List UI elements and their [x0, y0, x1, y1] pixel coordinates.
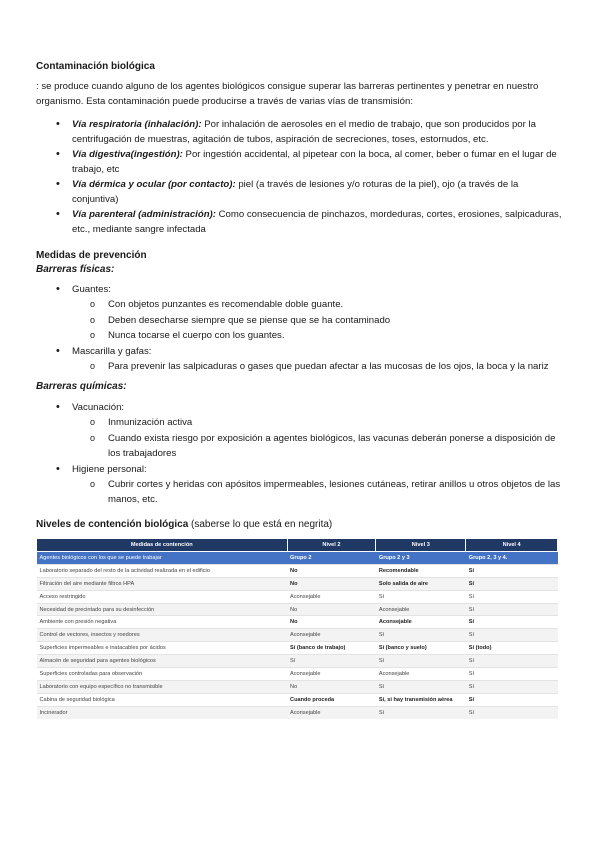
table-cell: Laboratorio separado del resto de la actividad realizada en el edificio: [37, 564, 288, 577]
table-cell: Grupo 2 y 3: [376, 552, 466, 565]
table-cell: Ambiente con presión negativa: [37, 616, 288, 629]
table-cell: Aconsejable: [287, 706, 376, 718]
table-cell: Control de vectores, insectos y roedores: [37, 629, 288, 642]
route-list-item: [36, 147, 566, 177]
containment-note: (saberse lo que está en negrita): [188, 518, 333, 530]
route-description: piel (a través de lesiones y/o roturas de la piel), ojo (a través de la conjuntiva): [72, 179, 519, 205]
intro-paragraph: : se produce cuando alguno de los agentes biológicos consigue superar las barreras pertinentes y penetrar en nuestro organismo. Esta contaminación puede producirse a través de varias vías de transmisión:: [36, 81, 539, 107]
table-cell: Grupo 2: [287, 552, 376, 565]
chemical-barriers-title: Barreras químicas:: [36, 381, 127, 392]
table-cell: Sí: [466, 603, 558, 616]
section-title-contencion: [36, 518, 566, 533]
hygiene-subitem: o Cubrir cortes y heridas con apósitos impermeables, lesiones cutáneas, retirar anillos u otros objetos de las manos, etc.: [36, 477, 566, 508]
table-cell: Sí: [376, 590, 466, 603]
table-cell: Sí: [466, 693, 558, 706]
list-item-hygiene: [36, 462, 566, 508]
route-description: Como consecuencia de pinchazos, mordeduras, cortes, erosiones, salpicaduras, etc., mediante sangre infectada: [72, 209, 562, 235]
table-body: [37, 552, 558, 719]
list-item-gloves: [36, 282, 566, 344]
table-cell: Filtración del aire mediante filtros HPA: [37, 577, 288, 590]
containment-levels-table: [36, 538, 558, 719]
containment-title: Niveles de contención biológica: [36, 518, 189, 530]
vaccination-subitem: o Cuando exista riesgo por exposición a agentes biológicos, las vacunas deberán ponerse a disposición de los trabajadores: [36, 431, 566, 462]
table-cell: Sí: [376, 629, 466, 642]
table-row: [37, 603, 558, 616]
table-cell: Cabina de seguridad biológica: [37, 693, 288, 706]
table-header-cell: Nivel 3: [376, 539, 466, 552]
table-cell: Aconsejable: [287, 590, 376, 603]
table-cell: No: [287, 577, 376, 590]
gloves-subitem: o Con objetos punzantes es recomendable doble guante.: [36, 297, 566, 313]
table-cell: Sí: [466, 655, 558, 668]
table-row: [37, 552, 558, 565]
route-description: Por inhalación de aerosoles en el medio de trabajo, que son producidos por la centrifugación de muestras, agitación de tubos, aspiración de secreciones, toses, estornudos, etc.: [72, 119, 536, 145]
table-row: [37, 680, 558, 693]
table-header-cell: Medidas de contención: [37, 539, 288, 552]
table-row: [37, 668, 558, 681]
mask-sublist: [72, 359, 566, 375]
table-row: [37, 706, 558, 718]
table-header-row: [37, 539, 558, 552]
table-cell: Sí: [466, 668, 558, 681]
table-row: [37, 577, 558, 590]
table-cell: Acceso restringido: [37, 590, 288, 603]
table-row: [37, 590, 558, 603]
table-cell: No: [287, 564, 376, 577]
table-cell: Sí: [376, 655, 466, 668]
table-row: [37, 564, 558, 577]
gloves-sublist: [72, 297, 566, 344]
table-cell: Incinerador: [37, 706, 288, 718]
route-list-item: [36, 177, 566, 207]
table-cell: Aconsejable: [376, 616, 466, 629]
table-cell: Sí: [466, 564, 558, 577]
table-cell: Superficies controladas para observación: [37, 668, 288, 681]
gloves-label: Guantes:: [72, 284, 111, 295]
table-cell: Sí: [466, 706, 558, 718]
table-cell: No: [287, 616, 376, 629]
mask-label: Mascarilla y gafas:: [72, 345, 152, 357]
table-cell: Sí: [466, 616, 558, 629]
table-cell: No: [287, 680, 376, 693]
table-cell: Aconsejable: [287, 668, 376, 681]
table-cell: Sí, si hay transmisión aérea: [376, 693, 466, 706]
table-cell: Sí (banco y suelo): [376, 642, 466, 655]
table-row: [37, 642, 558, 655]
table-cell: Sí: [466, 577, 558, 590]
table-cell: Sí: [287, 655, 376, 668]
table-cell: Sí: [466, 629, 558, 642]
table-row: [37, 616, 558, 629]
table-cell: No: [287, 603, 376, 616]
table-row: [37, 655, 558, 668]
vaccination-sublist: [72, 415, 566, 462]
table-cell: Aconsejable: [376, 668, 466, 681]
list-item-vaccination: [36, 400, 566, 462]
mask-subitem: o Para prevenir las salpicaduras o gases que puedan afectar a las mucosas de los ojos, la boca y la nariz: [36, 359, 566, 375]
route-description: Por ingestión accidental, al pipetear con la boca, al comer, beber o fumar en el lugar de trabajo, etc: [72, 149, 557, 175]
gloves-subitem: o Deben desecharse siempre que se piense que se ha contaminado: [36, 313, 566, 329]
route-term: Vía dérmica y ocular (por contacto):: [72, 179, 236, 190]
physical-barriers-title: Barreras físicas:: [36, 264, 115, 275]
table-cell: Grupo 2, 3 y 4.: [466, 552, 558, 565]
table-header-cell: Nivel 2: [287, 539, 376, 552]
table-cell: Necesidad de precintado para su desinfección: [37, 603, 288, 616]
table-cell: Aconsejable: [376, 603, 466, 616]
route-term: Vía respiratoria (inhalación):: [72, 119, 202, 130]
table-cell: Laboratorio con equipo específico no transmisible: [37, 680, 288, 693]
transmission-routes-list: [36, 117, 566, 237]
table-row: [37, 693, 558, 706]
table-cell: Solo salida de aire: [376, 577, 466, 590]
table-cell: Sí (banco de trabajo): [287, 642, 376, 655]
table-cell: Sí (todo): [466, 642, 558, 655]
table-cell: Almacén de seguridad para agentes biológicos: [37, 655, 288, 668]
hygiene-label: Higiene personal:: [72, 463, 147, 475]
route-term: Vía parenteral (administración):: [72, 209, 216, 220]
table-cell: Sí: [376, 706, 466, 718]
document-page: [36, 60, 566, 719]
vaccination-subitem: o Inmunización activa: [36, 415, 566, 431]
section-title-prevencion: Medidas de prevención: [36, 250, 147, 261]
route-term: Vía digestiva(ingestión):: [72, 149, 183, 160]
gloves-subitem: o Nunca tocarse el cuerpo con los guantes.: [36, 328, 566, 344]
table-cell: Sí: [466, 680, 558, 693]
list-item-mask: [36, 344, 566, 375]
table-cell: Recomendable: [376, 564, 466, 577]
route-list-item: [36, 117, 566, 147]
vaccination-label: Vacunación:: [72, 402, 125, 413]
section-title-contaminacion: Contaminación biológica: [36, 61, 155, 72]
table-row: [37, 629, 558, 642]
route-list-item: [36, 207, 566, 237]
table-header-cell: Nivel 4: [466, 539, 558, 552]
table-cell: Superficies impermeables e inatacables por ácidos: [37, 642, 288, 655]
table-cell: Agentes biológicos con los que se puede trabajar: [37, 552, 288, 565]
table-cell: Sí: [466, 590, 558, 603]
table-cell: Cuando proceda: [287, 693, 376, 706]
chemical-barriers-list: [36, 400, 566, 508]
physical-barriers-list: [36, 282, 566, 374]
hygiene-sublist: [72, 477, 566, 508]
table-cell: Sí: [376, 680, 466, 693]
table-cell: Aconsejable: [287, 629, 376, 642]
